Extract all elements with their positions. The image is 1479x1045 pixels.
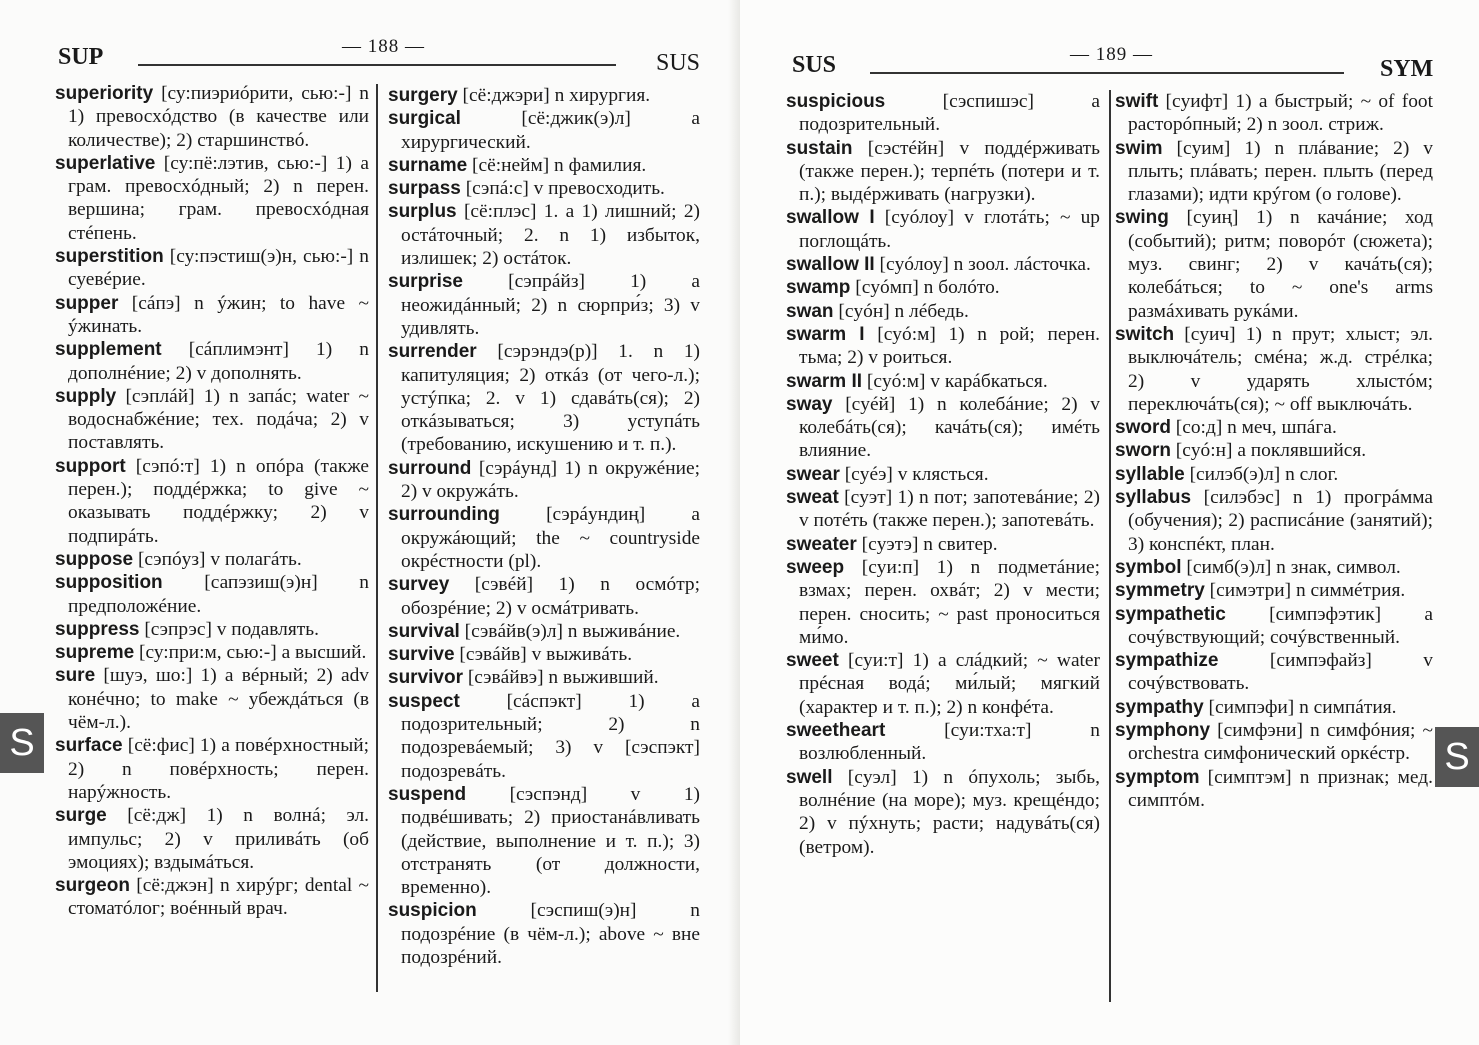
headword: swell [786, 766, 833, 788]
headword: survey [388, 574, 450, 596]
entry-definition: [сyóн] n лéбедь. [833, 300, 969, 322]
thumb-index-tab: S [0, 713, 44, 773]
headword: swarm I [786, 323, 865, 345]
headword: support [55, 455, 126, 477]
running-head-right: SUS [656, 50, 701, 76]
dictionary-entry [1115, 766, 1433, 813]
dictionary-entry [55, 548, 369, 571]
entry-definition: [сyэл] 1) n óпухоль; зыбь, волнéние (на море); муз. крещéндо; 2) v пýхнуть; расти; надувáть(ся) (ветром). [799, 766, 1100, 858]
headword: sweet [786, 650, 839, 672]
headword: surname [388, 154, 468, 176]
headword: sympathy [1115, 696, 1204, 718]
entry-column-left-1 [55, 82, 369, 921]
dictionary-entry [55, 618, 369, 641]
entry-definition: [су:пё:лэтив, сью:-] 1) a грам. превосхóдный; 2) n перен. вершина; грам. превосхóдная стéпень. [68, 152, 369, 244]
dictionary-entry [388, 107, 700, 154]
dictionary-entry [55, 641, 369, 664]
headword: surface [55, 735, 123, 757]
entry-definition: [шуэ, шо:] 1) a вéрный; 2) adv конéчно; to make ~ убеждáться (в чём-л.). [68, 665, 369, 734]
header-rule-left [138, 64, 616, 66]
headword: swear [786, 463, 840, 485]
headword: surgery [388, 85, 458, 106]
entry-definition: [сэспишэс] a подозрительный. [799, 91, 1100, 136]
entry-definition: [сyóмп] n болóто. [850, 277, 1000, 299]
headword: superstition [55, 246, 164, 268]
entry-definition: [сyó:н] a поклявшийся. [1170, 440, 1367, 462]
entry-definition: [сэспиш(э)н] n подозрéние (в чём-л.); above ~ вне подозрéний. [401, 900, 700, 968]
running-head-left: SUS [792, 52, 837, 78]
dictionary-entry [786, 556, 1100, 649]
headword: symptom [1115, 766, 1200, 788]
entry-definition: [симпэфи] n симпáтия. [1203, 696, 1397, 718]
entry-definition: [сyó:м] v карáбкаться. [862, 370, 1048, 392]
entry-definition: [со:д] n меч, шпáга. [1170, 417, 1337, 439]
entry-definition: [сyэтэ] n свитер. [856, 533, 998, 555]
dictionary-entry [786, 370, 1100, 393]
headword: sword [1115, 417, 1171, 439]
thumb-index-tab: S [1435, 727, 1479, 787]
headword: symphony [1115, 720, 1211, 742]
dictionary-entry [388, 643, 700, 666]
dictionary-entry [388, 200, 700, 270]
entry-definition: [сапэзиш(э)н] n предположéние. [68, 572, 369, 617]
dictionary-entry [388, 899, 700, 969]
headword: surrounding [388, 504, 500, 526]
dictionary-entry [786, 137, 1100, 207]
headword: survive [388, 644, 455, 666]
entry-definition: [сэпрáйз] 1) a неожидáнный; 2) n сюрпри́з; 3) v удивлять. [401, 271, 700, 339]
column-rule [376, 84, 378, 992]
entry-definition: [сyéй] 1) n колебáние; 2) v колебáть(ся); качáть(ся); имéть влияние. [799, 393, 1100, 462]
entry-definition: [сyóлоу] n зоол. лáсточка. [874, 254, 1091, 276]
headword: supposition [55, 572, 163, 594]
dictionary-entry [1115, 439, 1433, 462]
page-number-left: — 188 — [342, 36, 425, 57]
dictionary-entry [55, 292, 369, 339]
headword: surgical [388, 108, 461, 130]
headword: symmetry [1115, 580, 1205, 602]
headword: sworn [1115, 440, 1171, 462]
headword: surge [55, 805, 107, 827]
entry-definition: [сэпá:с] v превосходить. [460, 178, 665, 200]
entry-definition: [сyи:п] 1) n подметáние; взмах; перен. охвáт; 2) v мести; перен. сносить; ~ past проноситься ми́мо. [799, 556, 1100, 648]
headword: swing [1115, 207, 1169, 229]
entry-definition: [симпэфайз] v сочýвствовать. [1128, 650, 1433, 695]
headword: swan [786, 300, 834, 322]
dictionary-entry [1115, 649, 1433, 696]
dictionary-entry [1115, 486, 1433, 556]
headword: syllabus [1115, 487, 1192, 509]
right-page [740, 0, 1479, 1045]
entry-definition: [сэпó:т] 1) n опóра (также перен.); поддéржка; to give ~ оказывать поддéржку; 2) v подпирáть. [68, 455, 369, 547]
entry-definition: [сё:джэри] n хирургия. [457, 85, 651, 106]
entry-definition: [сyэт] 1) n пот; запотевáние; 2) v потéть (также перен.); запотевáть. [799, 487, 1100, 532]
entry-definition: [симэтри] n симмéтрия. [1204, 580, 1406, 602]
dictionary-entry [1115, 603, 1433, 650]
dictionary-entry [55, 571, 369, 618]
entry-definition: [сё:дж] 1) n волнá; эл. импульс; 2) v приливáть (об эмоциях); вздымáться. [68, 805, 369, 873]
dictionary-entry [786, 276, 1100, 299]
entry-definition: [силэбэс] n 1) прогрáмма (обучения); 2) расписáние (занятий); 3) конспéкт, план. [1128, 487, 1433, 555]
entry-definition: [сэвáйв(э)л] n выживáние. [459, 620, 681, 642]
dictionary-entry [388, 503, 700, 573]
dictionary-entry [388, 177, 700, 200]
dictionary-entry [55, 874, 369, 921]
dictionary-entry [388, 666, 700, 689]
dictionary-entry [786, 486, 1100, 533]
headword: suppress [55, 618, 140, 640]
entry-definition: [сэрáундиң] a окружáющий; the ~ countryside окрéстности (pl). [401, 504, 700, 572]
dictionary-entry [55, 245, 369, 292]
dictionary-entry [388, 573, 700, 620]
dictionary-entry [1115, 719, 1433, 766]
dictionary-entry [55, 152, 369, 245]
dictionary-entry [1115, 137, 1433, 207]
entry-definition: [сэрэндэ(р)] 1. n 1) капитуляция; 2) откáз (от чего-л.); устýпка; 2. v 1) сдавáть(ся); 2) откáзываться; 3) уступáть (требованию, искушению и т. п.). [401, 341, 700, 456]
entry-definition: [сё:фис] 1) a повéрхностный; 2) n повéрхность; перен. нарýжность. [68, 735, 369, 803]
headword: survival [388, 620, 460, 642]
page-number-right: — 189 — [1070, 44, 1153, 65]
headword: sway [786, 393, 833, 415]
headword: superiority [55, 83, 154, 104]
dictionary-entry [786, 533, 1100, 556]
entry-definition: [сáпэ] n ýжин; to have ~ ýжинать. [68, 292, 369, 337]
entry-definition: [сyич] 1) n прут; хлыст; эл. выключáтель; смéна; ж.д. стрéлка; 2) v ударять хлыстóм; переключáть(ся); ~ off выключáть. [1128, 323, 1433, 415]
entry-definition: [симптэм] n признак; мед. симптóм. [1128, 766, 1433, 811]
entry-definition: [сэвáйвэ] n выживший. [462, 667, 659, 689]
entry-definition: [су:пэстиш(э)н, сью:-] n суевéрие. [68, 246, 369, 291]
entry-definition: [сё:джэн] n хирýрг; dental ~ стоматóлог; воéнный врач. [68, 875, 369, 920]
entry-definition: [сэрáунд] 1) n окружéние; 2) v окружáть. [401, 457, 700, 503]
dictionary-entry [55, 82, 369, 152]
entry-definition: [сyи:т] 1) a слáдкий; ~ water прéсная водá; ми́лый; мягкий (характер и т. п.); 2) n конфéта. [799, 650, 1100, 718]
headword: surgeon [55, 875, 130, 897]
headword: supreme [55, 642, 135, 664]
headword: surpass [388, 178, 461, 200]
headword: suspicion [388, 900, 477, 922]
dictionary-entry [1115, 90, 1433, 137]
entry-definition: [су:пиэриóрити, сью:-] n 1) превосхóдство (в качестве или количестве); 2) старшинствó. [68, 83, 369, 151]
dictionary-entry [786, 206, 1100, 253]
dictionary-entry [1115, 323, 1433, 416]
dictionary-entry [786, 253, 1100, 276]
headword: surplus [388, 201, 457, 223]
entry-column-right-1 [786, 90, 1100, 859]
headword: sympathetic [1115, 603, 1226, 625]
dictionary-entry [1115, 416, 1433, 439]
header-rule-right [870, 72, 1344, 74]
headword: superlative [55, 152, 156, 174]
headword: swift [1115, 91, 1159, 112]
headword: sweat [786, 487, 839, 509]
dictionary-entry [786, 393, 1100, 463]
entry-definition: [сэвéй] 1) n осмóтр; обозрéние; 2) v осмáтривать. [401, 574, 700, 619]
headword: syllable [1115, 463, 1185, 485]
dictionary-entry [786, 323, 1100, 370]
dictionary-entry [388, 690, 700, 783]
entry-definition: [сyим] 1) n плáвание; 2) v плыть; плáвать; перен. плыть (перед глазами); идти крýгом (о голове). [1128, 137, 1433, 206]
dictionary-entry [55, 338, 369, 385]
headword: suppose [55, 548, 134, 570]
dictionary-entry [388, 457, 700, 504]
headword: sweep [786, 556, 845, 578]
headword: suspend [388, 783, 467, 805]
entry-definition: [сyóлоу] v глотáть; ~ up поглощáть. [799, 207, 1100, 252]
dictionary-entry [388, 340, 700, 456]
dictionary-entry [388, 620, 700, 643]
headword: swamp [786, 277, 851, 299]
headword: sympathize [1115, 650, 1219, 672]
headword: swallow I [786, 207, 875, 229]
entry-definition: [сё:нейм] n фамилия. [467, 154, 647, 176]
headword: sweater [786, 533, 857, 555]
entry-definition: [сё:плэс] 1. a 1) лишний; 2) остáточный; 2. n 1) избыток, излишек; 2) остáток. [401, 201, 700, 270]
dictionary-entry [1115, 579, 1433, 602]
headword: symbol [1115, 556, 1182, 578]
entry-column-left-2 [388, 84, 700, 969]
entry-definition: [сáплимэнт] 1) n дополнéние; 2) v дополнять. [68, 339, 369, 384]
dictionary-entry [786, 463, 1100, 486]
headword: surround [388, 457, 472, 479]
entry-definition: [сáспэкт] 1) a подозрительный; 2) n подозревáемый; 3) v [сэспэкт] подозревáть. [401, 690, 700, 782]
headword: sure [55, 665, 96, 687]
headword: survivor [388, 667, 463, 689]
column-rule [1109, 90, 1111, 1002]
entry-definition: [симб(э)л] n знак, символ. [1181, 556, 1401, 578]
entry-definition: [сэпрэс] v подавлять. [139, 618, 319, 640]
headword: supper [55, 292, 119, 314]
running-head-left: SUP [58, 44, 104, 70]
headword: suspect [388, 690, 460, 712]
entry-definition: [сэвáйв] v выживáть. [454, 644, 633, 666]
headword: supply [55, 385, 117, 407]
entry-definition: [сyó:м] 1) n рой; перен. тьма; 2) v роиться. [799, 323, 1100, 369]
entry-definition: [сyиң] 1) n качáние; ход (событий); ритм; поворóт (сюжета); муз. свинг; 2) v качáть(ся); колебáться; to ~ one's arms размáхивать рукáми. [1128, 207, 1433, 322]
headword: surrender [388, 341, 477, 363]
entry-definition: [сyи:тха:т] n возлюбленный. [799, 720, 1100, 765]
headword: swallow II [786, 254, 875, 276]
dictionary-entry [1115, 206, 1433, 322]
dictionary-entry [55, 664, 369, 734]
dictionary-entry [55, 455, 369, 548]
dictionary-entry [388, 270, 700, 340]
dictionary-entry [786, 719, 1100, 766]
headword: switch [1115, 323, 1175, 345]
dictionary-entry [786, 766, 1100, 859]
dictionary-entry [388, 783, 700, 899]
entry-definition: [сэстéйн] v поддéрживать (также перен.); терпéть (потери и т. п.); выдéрживать (нагрузки). [799, 137, 1100, 206]
entry-definition: [сyéэ] v клясться. [839, 463, 989, 485]
entry-definition: [сё:джик(э)л] a хирургический. [401, 108, 700, 153]
dictionary-entry [388, 154, 700, 177]
dictionary-entry [1115, 463, 1433, 486]
entry-definition: [силэб(э)л] n слог. [1184, 463, 1339, 485]
dictionary-entry [1115, 696, 1433, 719]
entry-column-right-2 [1115, 90, 1433, 812]
entry-definition: [сэплáй] 1) n запáс; water ~ водоснабжéние; тех. подáча; 2) v поставлять. [68, 385, 369, 454]
entry-definition: [сyифт] 1) a быстрый; ~ of foot расторóпный; 2) n зоол. стриж. [1128, 91, 1433, 136]
entry-definition: [симфэни] n симфóния; ~ orchestra симфонический оркéстр. [1128, 720, 1433, 765]
dictionary-entry [55, 734, 369, 804]
headword: sustain [786, 137, 853, 159]
headword: swim [1115, 137, 1163, 159]
dictionary-entry [55, 385, 369, 455]
entry-definition: [сэпóуз] v полагáть. [133, 548, 302, 570]
dictionary-entry [388, 84, 700, 107]
dictionary-entry [786, 300, 1100, 323]
headword: supplement [55, 339, 162, 361]
headword: surprise [388, 271, 463, 293]
entry-definition: [симпэфэтик] a сочýвствующий; сочýвственный. [1128, 603, 1433, 648]
headword: suspicious [786, 91, 886, 112]
dictionary-entry [1115, 556, 1433, 579]
running-head-right: SYM [1380, 56, 1434, 82]
entry-definition: [су:при:м, сью:-] a высший. [134, 642, 367, 664]
headword: sweetheart [786, 720, 886, 742]
headword: swarm II [786, 370, 863, 392]
dictionary-entry [55, 804, 369, 874]
entry-definition: [сэспэнд] v 1) подвéшивать; 2) приостанáвливать (действие, выполнение и т. п.); 3) отстранять (от должности, временно). [401, 783, 700, 899]
dictionary-entry [786, 90, 1100, 137]
dictionary-entry [786, 649, 1100, 719]
